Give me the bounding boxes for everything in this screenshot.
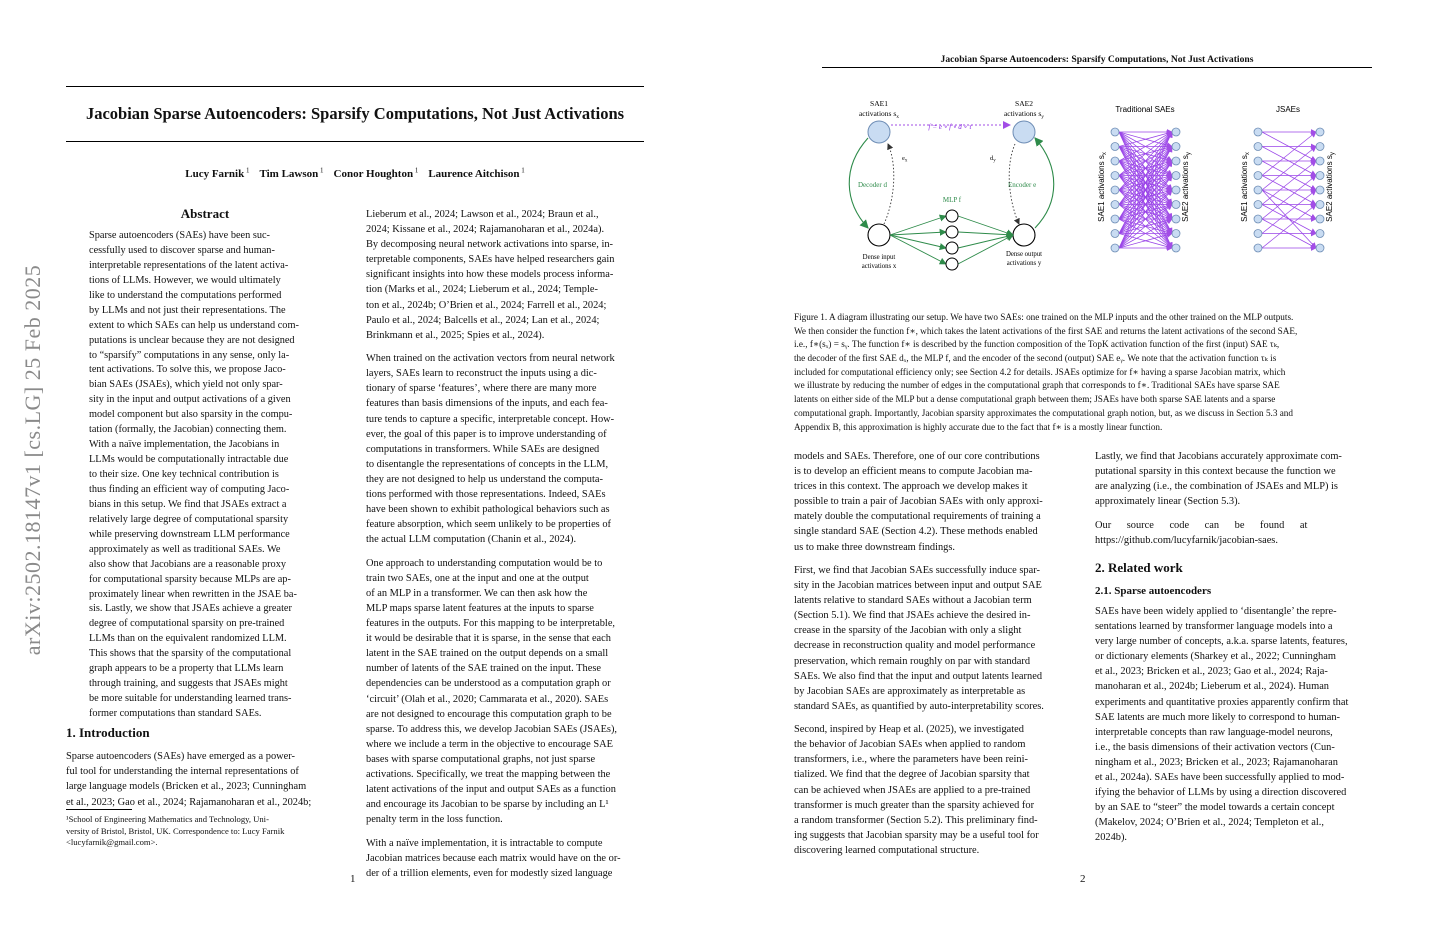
text-line: preservation, which remain roughly on par with standard <box>794 655 1031 667</box>
text-line: is to develop an efficient means to compute Jacobian ma- <box>794 466 1033 478</box>
output-latent-node <box>1172 201 1180 209</box>
text-line: Sparse autoencoders (SAEs) have emerged as a power- <box>66 751 295 762</box>
text-line: putations is unclear because they are not designed <box>89 334 295 346</box>
author <box>259 168 323 180</box>
dense-input-node <box>868 224 890 246</box>
text-line <box>1095 509 1374 517</box>
text-line: and encourage its Jacobian to be sparse by including an L¹ <box>366 799 609 811</box>
text-line: tent activations. To solve this, we propose Jaco- <box>89 364 286 376</box>
author-affiliation: 1 <box>519 166 525 174</box>
text-line: very large number of concepts, a.k.a. sparse latents, features, <box>1095 636 1348 648</box>
input-latent-node <box>1254 172 1262 180</box>
jsae-axis-left: SAE1 activations $s_x$ <box>1240 152 1251 222</box>
input-latent-node <box>1254 143 1262 151</box>
text-line: proximately linear when rewritten in the JSAE ba- <box>89 588 297 600</box>
output-latent-node <box>1172 172 1180 180</box>
text-line: layers, SAEs learn to reconstruct the inputs using a dic- <box>366 368 597 380</box>
input-latent-node <box>1254 244 1262 252</box>
text-line: of an MLP in a transformer. We can then ask how the <box>366 587 588 599</box>
author-name: Laurence Aitchison <box>428 167 520 180</box>
text-line: through training, and suggests that JSAEs might <box>89 678 288 690</box>
dense-output-label-2: activations y <box>1006 260 1042 267</box>
f-star-label: f = e ∘ f ∘ d ∘ τ <box>928 123 972 131</box>
text-line: crease in the sparsity of the Jacobian with only a slight <box>794 625 1022 637</box>
text-line: ever, the goal of this paper is to improve understanding of <box>366 428 607 440</box>
text-line: features in the outputs. For this mapping to be interpretable, <box>366 618 616 630</box>
text-line: by Jacobian SAEs are approximately as interpretable as <box>794 685 1026 697</box>
input-latent-node <box>1254 186 1262 194</box>
arxiv-watermark <box>16 250 50 670</box>
text-line: (Makelov, 2024; O’Brien et al., 2024; Templeton et al., <box>1095 817 1324 829</box>
encoder-arrow <box>1035 138 1054 228</box>
text-line: i.e., f∗(sₓ) = sᵧ. The function f∗ is described by the function composition of the TopK activation function of the first (input) SAE τₖ, <box>794 339 1280 350</box>
sae2-label: SAE2 <box>1015 99 1033 108</box>
text-line: to their size. One key technical contribution is <box>89 469 279 480</box>
text-line: approximately as well as traditional SAEs. We <box>89 543 281 555</box>
jsaes-title: JSAEs <box>1275 105 1301 114</box>
input-latent-node <box>1254 201 1262 209</box>
input-latent-node <box>1111 201 1119 209</box>
sae1-node <box>868 121 890 143</box>
input-latent-node <box>1111 230 1119 238</box>
abstract-heading: Abstract <box>180 206 230 221</box>
sparse-autoencoders-heading: 2.1. Sparse autoencoders <box>1095 585 1212 597</box>
related-work-body <box>1095 604 1374 846</box>
text-line: ningham et al., 2023; Bricken et al., 2023; Rajamanoharan <box>1095 756 1338 768</box>
text-line: tation (formally, the Jacobian) connecting them. <box>89 424 287 436</box>
graph-edge <box>1262 147 1316 191</box>
text-line: the decoder of the first SAE dₓ, the MLP f, and the encoder of the second (output) SAE eᵧ. We note that the activation function τₖ is <box>794 353 1277 364</box>
author-name: Lucy Farnik <box>185 167 245 180</box>
text-line: computations in transformers. While SAEs are designed <box>366 443 600 455</box>
text-line: we illustrate by reducing the number of edges in the computational graph that corresponds to f∗. Traditional SAEs have sparse SAE <box>794 380 1280 391</box>
text-line: also show that Jacobians are a reasonable proxy <box>89 558 287 570</box>
text-line: possible to train a pair of Jacobian SAEs with only approxi- <box>794 496 1043 508</box>
page2-left-col <box>794 449 1074 858</box>
text-line: graph appears to be a property that LLMs learn <box>89 663 284 675</box>
output-latent-node <box>1316 128 1324 136</box>
sae1-label: SAE1 <box>870 99 888 108</box>
text-line: the actual LLM computation (Chanin et al., 2024). <box>366 534 577 546</box>
output-latent-node <box>1316 201 1324 209</box>
text-line: manoharan et al., 2024b; Lieberum et al., 2024). Human <box>1095 681 1330 693</box>
text-line: bian SAEs (JSAEs), which yield not only spar- <box>89 379 283 391</box>
running-title: Jacobian Sparse Autoencoders: Sparsify Computations, Not Just Activations <box>940 54 1254 65</box>
text-line: sentations learned by transformer language models into a <box>1095 621 1333 633</box>
mlp-network <box>890 210 1013 270</box>
text-line: tionary of sparse ‘features’, where there are many more <box>366 383 597 395</box>
author-name: Conor Houghton <box>333 167 414 180</box>
text-line: mately double the computational requirements of training a <box>794 511 1041 523</box>
text-line: 2024; Kissane et al., 2024; Rajamanoharan et al., 2024a). <box>366 224 605 236</box>
text-line: tions performed with those representations. Indeed, SAEs <box>366 488 606 500</box>
mlp-edge <box>958 235 1013 248</box>
encoder-label: Encoder e <box>1008 181 1037 189</box>
input-latent-node <box>1111 244 1119 252</box>
figure-1 <box>822 92 1372 292</box>
graph-edge <box>1262 205 1316 249</box>
text-line: where we include a term in the objective to encourage SAE <box>366 738 613 750</box>
text-line: extent to which SAEs can help us understand com- <box>89 319 299 331</box>
text-line: models and SAEs. Therefore, one of our core contributions <box>794 451 1040 462</box>
related-work-heading: 2. Related work <box>1095 560 1183 575</box>
text-line: tion (Marks et al., 2024; Lieberum et al., 2024; Temple- <box>366 284 598 296</box>
page-number-2: 2 <box>1080 873 1086 885</box>
text-line: SAEs. We also find that the input and output latents learned <box>794 670 1043 682</box>
text-line: latents on either side of the MLP but a dense computational graph between them; JSAEs have both sparse SAE latents and a sparse <box>794 394 1276 405</box>
text-line: model component but also sparsity in the compu- <box>89 409 293 421</box>
text-line: sparse. To address this, we develop Jacobian SAEs (JSAEs), <box>366 723 618 735</box>
text-line: discovering learned computational structure. <box>794 844 980 856</box>
jsae-axis-right: SAE2 activations $s_y$ <box>1325 152 1336 222</box>
dense-input-label-1: Dense input <box>862 254 896 261</box>
trad-axis-left: SAE1 activations $s_x$ <box>1097 152 1108 222</box>
author-affiliation: 1 <box>318 166 324 174</box>
text-line: (Section 5.1). We find that JSAEs achieve the desired in- <box>794 610 1031 622</box>
text-line: terpretable components, SAEs have helped researchers gain <box>366 254 615 266</box>
mlp-edge <box>890 235 946 248</box>
text-line: 2024b). <box>1095 832 1128 844</box>
author <box>428 168 524 180</box>
footnote <box>66 814 346 849</box>
text-line: interpretable concepts than raw language-model neurons, <box>1095 726 1333 738</box>
traditional-sae-graph <box>1111 128 1180 252</box>
text-line: feature absorption, which seem unlikely to be properties of <box>366 519 611 531</box>
input-latent-node <box>1254 157 1262 165</box>
author <box>185 168 249 180</box>
text-line: bians in this setup. We find that JSAEs extract a <box>89 498 287 510</box>
text-line: Lastly, we find that Jacobians accurately approximate com- <box>1095 451 1342 462</box>
text-line: versity of Bristol, Bristol, UK. Correspondence to: Lucy Farnik <box>66 825 285 836</box>
text-line: like to understand the computations performed <box>89 289 282 301</box>
output-latent-node <box>1316 143 1324 151</box>
text-line: First, we find that Jacobian SAEs successfully induce spar- <box>794 564 1040 576</box>
output-latent-node <box>1316 244 1324 252</box>
input-latent-node <box>1111 128 1119 136</box>
sae1-sublabel: activations $s_x$ <box>858 109 900 120</box>
text-line: a random transformer (Section 5.2). This preliminary find- <box>794 814 1038 826</box>
text-line: LLMs than on the equivalent randomized LLM. <box>89 633 287 645</box>
paper-title: Jacobian Sparse Autoencoders: Sparsify Computations, Not Just Activations <box>85 104 625 123</box>
text-line: We then consider the function f∗, which takes the latent activations of the first SAE and returns the latent activations of the second SAE, <box>794 325 1298 336</box>
text-line: large language models (Bricken et al., 2023; Cunningham <box>66 781 307 793</box>
text-line: ing suggests that Jacobian sparsity may be a useful tool for <box>794 829 1039 841</box>
text-line: bases with sparse computational graphs, not just sparse <box>366 753 596 765</box>
text-line: thus finding an efficient way of computing Jaco- <box>89 483 290 495</box>
output-latent-node <box>1172 230 1180 238</box>
author-list <box>66 166 644 180</box>
text-line: can be achieved when JSAEs are applied to a pre-trained <box>794 784 1031 796</box>
text-line: ture tends to capture a specific, interpretable concept. How- <box>366 413 615 425</box>
input-latent-node <box>1111 157 1119 165</box>
graph-edge <box>1262 190 1316 234</box>
text-line: us to make three downstream findings. <box>794 541 956 553</box>
ex-label: $e_x$ <box>902 155 908 164</box>
traditional-saes-title: Traditional SAEs <box>1115 105 1175 114</box>
output-latent-node <box>1172 143 1180 151</box>
input-latent-node <box>1254 215 1262 223</box>
text-line: approximately linear (Section 5.3). <box>1095 496 1241 508</box>
figure-caption <box>794 311 1376 434</box>
text-line: With a naïve implementation, it is intractable to compute <box>366 837 603 849</box>
output-latent-node <box>1316 215 1324 223</box>
input-latent-node <box>1111 186 1119 194</box>
text-line: With a naïve implementation, the Jacobians in <box>89 439 280 451</box>
text-line: putational sparsity in this context because the function we <box>1095 466 1336 478</box>
mlp-neuron <box>946 258 958 270</box>
text-line: significant insights into how these models process informa- <box>366 269 614 281</box>
text-line <box>794 555 1074 563</box>
text-line: i.e., the basis dimensions of their activation vectors (Cun- <box>1095 741 1335 753</box>
jsae-graph <box>1254 128 1324 252</box>
sae2-sublabel: activations $s_y$ <box>1003 109 1045 120</box>
text-line: https://github.com/lucyfarnik/jacobian-saes. <box>1095 534 1278 546</box>
text-line: dependencies can be understood as a computation graph or <box>366 678 611 690</box>
page1-right-col <box>366 207 645 881</box>
title-rule-bottom <box>66 141 644 142</box>
input-latent-node <box>1254 128 1262 136</box>
text-line: ton et al., 2024b; O’Brien et al., 2024; Farrell et al., 2024; <box>366 299 607 311</box>
intro-left-col <box>66 749 344 810</box>
text-line: transformers, i.e., where the parameters have been reini- <box>794 754 1028 766</box>
text-line: trices in this context. The approach we develop makes it <box>794 481 1028 493</box>
author <box>334 168 419 180</box>
trad-axis-right: SAE2 activations $s_y$ <box>1181 152 1192 222</box>
output-latent-node <box>1316 186 1324 194</box>
output-latent-node <box>1172 128 1180 136</box>
text-line: for computational sparsity because MLPs are ap- <box>89 573 291 585</box>
abstract-body <box>89 229 321 722</box>
text-line: activations. Specifically, we treat the mapping between the <box>366 768 611 780</box>
text-line: are analyzing (i.e., the combination of JSAEs and MLP) is <box>1095 481 1338 493</box>
mlp-edge <box>958 235 1013 264</box>
output-latent-node <box>1172 244 1180 252</box>
intro-heading: 1. Introduction <box>66 725 150 740</box>
decoder-label: Decoder d <box>858 181 887 189</box>
graph-edge <box>1262 161 1316 205</box>
text-line: single standard SAE (Section 4.2). These methods enabled <box>794 526 1038 538</box>
mlp-neuron <box>946 226 958 238</box>
footnote-rule <box>66 809 132 810</box>
input-latent-node <box>1111 215 1119 223</box>
text-line: they are not designed to help us understand the computa- <box>366 473 603 485</box>
text-line: ifying the behavior of LLMs by using a direction discovered <box>1095 787 1347 799</box>
text-line: penalty term in the loss function. <box>366 814 503 826</box>
text-line: or dictionary elements (Sharkey et al., 2022; Cunningham <box>1095 651 1336 663</box>
text-line: ‘circuit’ (Olah et al., 2020; Cammarata et al., 2020). SAEs <box>366 693 609 705</box>
output-latent-node <box>1172 157 1180 165</box>
text-line: SAEs have been widely applied to ‘disentangle’ the repre- <box>1095 606 1337 617</box>
text-line: MLP maps sparse latent features at the inputs to sparse <box>366 602 594 614</box>
author-name: Tim Lawson <box>259 167 319 180</box>
text-line: By decomposing neural network activations into sparse, in- <box>366 239 614 251</box>
output-latent-node <box>1172 186 1180 194</box>
text-line: latent in the SAE trained on the output depends on a small <box>366 648 609 660</box>
text-line: to disentangle the representations of concepts in the LLM, <box>366 458 609 470</box>
text-line: When trained on the activation vectors from neural network <box>366 353 615 365</box>
text-line: tialized. We find that the degree of Jacobian sparsity that <box>794 769 1030 781</box>
text-line: Paulo et al., 2024; Balcells et al., 2024; Lan et al., 2024; <box>366 314 600 326</box>
text-line: decrease in reconstruction quality and model performance <box>794 640 1036 652</box>
text-line: Second, inspired by Heap et al. (2025), we investigated <box>794 724 1024 736</box>
input-latent-node <box>1254 230 1262 238</box>
input-latent-node <box>1111 172 1119 180</box>
text-line: by LLMs and not just their representations. The <box>89 304 286 316</box>
text-line: number of latents of the SAE trained on the input. These <box>366 663 601 675</box>
text-line: relatively large degree of computational sparsity <box>89 513 289 525</box>
text-line: <lucyfarnik@gmail.com>. <box>66 837 158 847</box>
text-line <box>366 547 645 555</box>
output-latent-node <box>1316 230 1324 238</box>
text-line: to “sparsify” computations in any sense, only la- <box>89 349 290 361</box>
text-line: standard SAEs, as quantified by auto-interpretability scores. <box>794 700 1044 712</box>
text-line: SAE latents are much more likely to correspond to human- <box>1095 711 1340 723</box>
text-line <box>794 714 1074 722</box>
text-line: latent activations of the input and output SAEs as a function <box>366 784 616 796</box>
text-line: degree of computational sparsity on pre-trained <box>89 618 285 630</box>
text-line: ¹School of Engineering Mathematics and Technology, Uni- <box>66 814 269 824</box>
mlp-neuron <box>946 210 958 222</box>
output-latent-node <box>1172 215 1180 223</box>
arxiv-id: arXiv:2502.18147v1 [cs.LG] 25 Feb 2025 <box>20 264 45 656</box>
text-line: by an SAE to “steer” the model towards a certain concept <box>1095 802 1335 814</box>
dense-output-node <box>1013 224 1035 246</box>
text-line: One approach to understanding computation would be to <box>366 557 603 569</box>
text-line: et al., 2023; Bricken et al., 2023; Gao et al., 2024; Raja- <box>1095 666 1328 678</box>
text-line <box>366 343 645 351</box>
page-number-1: 1 <box>350 873 356 885</box>
output-latent-node <box>1316 172 1324 180</box>
author-affiliation: 1 <box>413 166 419 174</box>
text-line: der of a trillion elements, even for modestly sized language <box>366 867 613 879</box>
input-latent-node <box>1111 143 1119 151</box>
text-line: while preserving downstream LLM performance <box>89 528 290 540</box>
text-line: included for computational efficiency only; see Section 4.2 for details. JSAEs optimize for f∗ having a sparse Jacobian matrix, which <box>794 366 1286 377</box>
mlp-edge <box>890 235 946 264</box>
author-affiliation: 1 <box>244 166 250 174</box>
mlp-label: MLP f <box>942 196 962 204</box>
text-line: Sparse autoencoders (SAEs) have been suc- <box>89 230 270 241</box>
dy-label: $d_y$ <box>990 155 996 164</box>
text-line: Jacobian matrices because each matrix would have on the or- <box>366 852 621 864</box>
text-line: tions of LLMs. However, we would ultimately <box>89 274 281 286</box>
graph-edge <box>1262 176 1316 220</box>
text-line: the behavior of Jacobian SAEs when applied to random <box>794 739 1026 751</box>
text-line: experiments and quantitative proxies apparently confirm that <box>1095 696 1349 708</box>
text-line: cessfully used to discover sparse and human- <box>89 244 275 256</box>
text-line: sis. Lastly, we show that JSAEs achieve a greater <box>89 603 292 615</box>
text-line: et al., 2023; Gao et al., 2024; Rajamanoharan et al., 2024b; <box>66 796 312 808</box>
text-line: are not designed to encourage this computation graph to be <box>366 708 612 720</box>
dense-input-label-2: activations x <box>861 263 897 270</box>
text-line: computational graph. Importantly, Jacobian sparsity approximates the computational graph notion, but, as we discuss in Section 5.3 and <box>794 407 1293 418</box>
text-line: et al., 2024a). SAEs have been successfully applied to mod- <box>1095 772 1345 784</box>
text-line: train two SAEs, one at the input and one at the output <box>366 572 589 584</box>
title-rule-top <box>66 86 644 87</box>
text-line: it would be desirable that it is sparse, in the sense that each <box>366 633 611 645</box>
text-line: LLMs would be computationally intractable due <box>89 454 289 466</box>
text-line: have been shown to exhibit pathological behaviors such as <box>366 504 610 516</box>
text-line: latents relative to standard SAEs without a Jacobian term <box>794 595 1032 607</box>
text-line: transformer is much greater than the sparsity achieved for <box>794 799 1035 811</box>
running-title-rule <box>822 67 1372 68</box>
page2-right-col-top <box>1095 449 1374 548</box>
text-line: former computations than standard SAEs. <box>89 708 262 719</box>
text-line: Figure 1. A diagram illustrating our setup. We have two SAEs: one trained on the MLP inputs and the other trained on the MLP outputs. <box>794 312 1294 322</box>
text-line: sity in the input and output activations of a given <box>89 394 291 406</box>
graph-edge <box>1262 132 1316 176</box>
text-line: ful tool for understanding the internal representations of <box>66 766 299 778</box>
text-line: This shows that the sparsity of the computational <box>89 648 292 660</box>
sae2-node <box>1013 121 1035 143</box>
dense-output-label-1: Dense output <box>1005 251 1043 258</box>
text-line: Appendix B, this approximation is highly accurate due to the fact that f∗ is a mostly linear function. <box>794 421 1163 432</box>
text-line: Brinkmann et al., 2025; Spies et al., 2024). <box>366 329 545 341</box>
text-line <box>366 827 645 835</box>
text-line: sity in the Jacobian matrices between input and output SAE <box>794 580 1042 592</box>
text-line: Lieberum et al., 2024; Lawson et al., 2024; Braun et al., <box>366 209 599 220</box>
text-line: interpretable representations of the latent activa- <box>89 259 289 271</box>
mlp-neuron <box>946 242 958 254</box>
output-latent-node <box>1316 157 1324 165</box>
text-line: Our source code can be found at <box>1095 519 1308 531</box>
text-line: be more suitable for understanding learned trans- <box>89 693 292 705</box>
text-line: features than basis dimensions of the inputs, and each fea- <box>366 398 608 410</box>
